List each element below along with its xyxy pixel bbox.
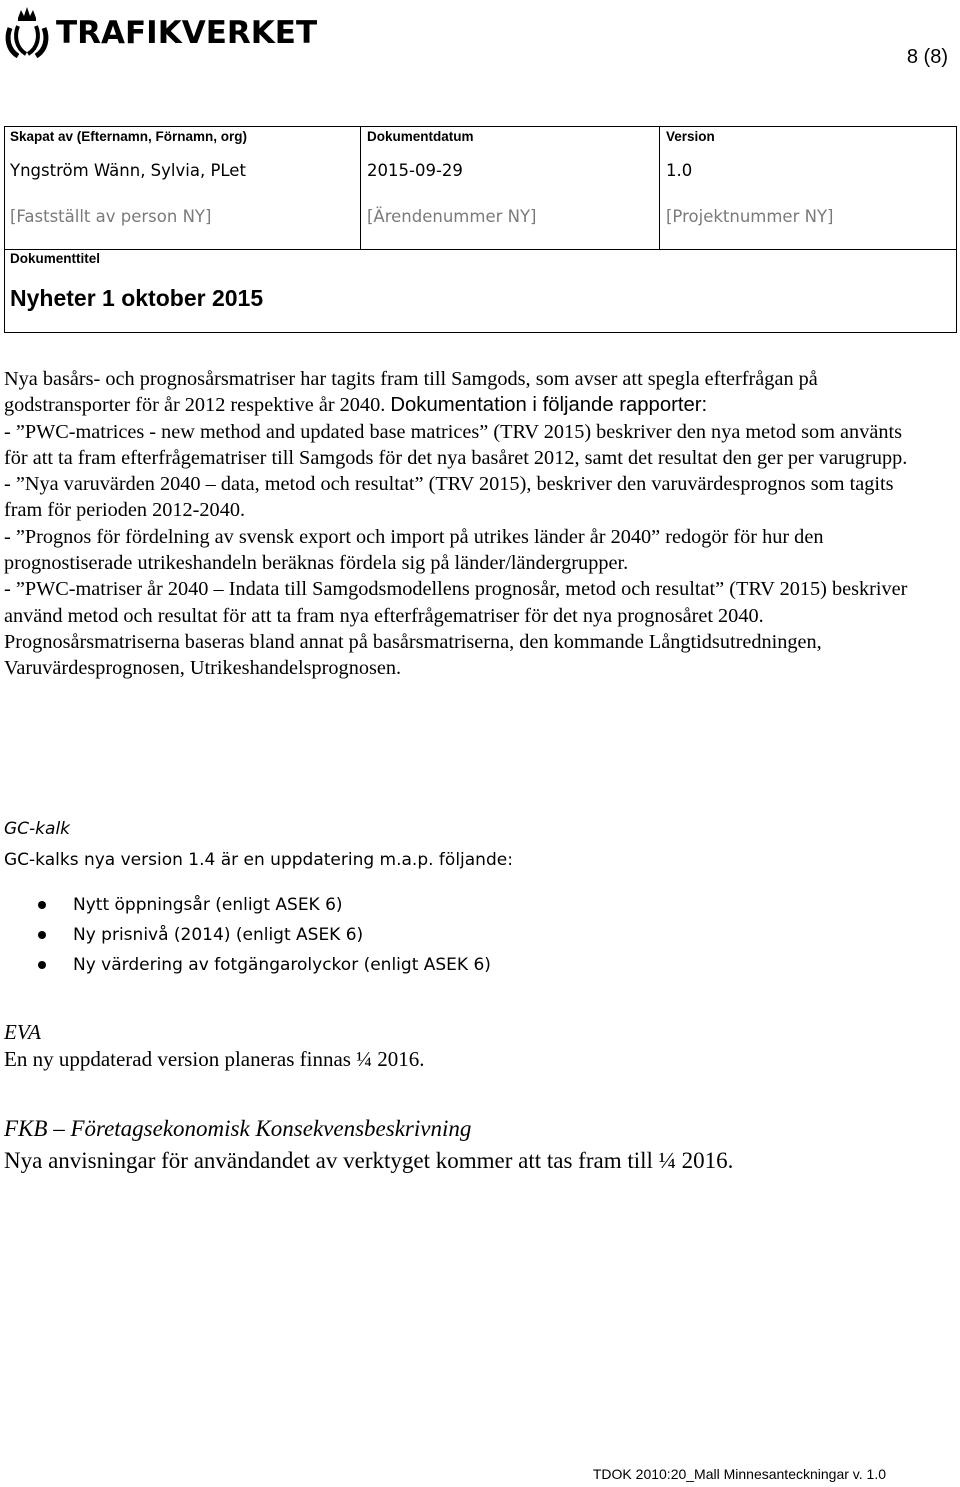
documentation-lead: Dokumentation i följande rapporter:: [390, 394, 708, 417]
page-number: 8 (8): [906, 46, 948, 68]
template-footer: TDOK 2010:20_Mall Minnesanteckningar v. 1.0: [592, 1466, 886, 1482]
list-item: [38, 950, 491, 980]
bullet-text: Ny prisnivå (2014) (enligt ASEK 6): [73, 925, 364, 945]
gc-kalk-intro: GC-kalks nya version 1.4 är en uppdatering m.a.p. följande:: [4, 850, 513, 870]
created-by-label: Skapat av (Efternamn, Förnamn, org): [10, 129, 248, 144]
crown-icon: [4, 4, 52, 62]
gc-kalk-bullet-list: [38, 890, 491, 980]
document-title-label: Dokumenttitel: [10, 251, 101, 266]
news-body: [4, 366, 919, 682]
eva-heading: EVA: [4, 1020, 41, 1044]
eva-text: En ny uppdaterad version planeras finnas ¼ 2016.: [4, 1047, 425, 1071]
project-number-placeholder: [Projektnummer NY]: [666, 207, 834, 226]
case-number-placeholder: [Ärendenummer NY]: [367, 207, 537, 226]
report-item: - ”PWC-matriser år 2040 – Indata till Samgodsmodellens prognosår, metod och resultat” (TRV 2015) beskriver använd metod och resultat för att ta fram nya efterfrågematriser för det nya prognosåret 2040. Prognosårsmatriserna baseras bland annat på basårsmatriserna, den kommande Långtidsutredningen, Varuvärdesprognosen, Utrikeshandelsprognosen.: [4, 578, 908, 680]
bullet-icon: [38, 961, 46, 969]
version-label: Version: [666, 129, 715, 144]
table-divider: [360, 127, 361, 249]
fkb-heading: FKB – Företagsekonomisk Konsekvensbeskrivning: [4, 1116, 472, 1141]
logo-wordmark: TRAFIKVERKET: [56, 15, 318, 51]
gc-kalk-heading: GC-kalk: [4, 819, 71, 839]
bullet-text: Nytt öppningsår (enligt ASEK 6): [73, 895, 343, 915]
list-item: [38, 920, 491, 950]
list-item: [38, 890, 491, 920]
report-item: - ”Prognos för fördelning av svensk export och import på utrikes länder år 2040” redogör för hur den prognostiserade utrikeshandeln beräknas fördela sig på länder/ländergrupper.: [4, 525, 824, 575]
fkb-text: Nya anvisningar för användandet av verktyget kommer att tas fram till ¼ 2016.: [4, 1148, 734, 1173]
created-by-value: Yngström Wänn, Sylvia, PLet: [10, 161, 246, 180]
paragraph-intro: [4, 366, 919, 419]
bullet-icon: [38, 931, 46, 939]
document-date-label: Dokumentdatum: [367, 129, 474, 144]
report-item: - ”Nya varuvärden 2040 – data, metod och resultat” (TRV 2015), beskriver den varuvärdesprognos som tagits fram för perioden 2012-2040.: [4, 473, 894, 522]
report-item: - ”PWC-matrices - new method and updated base matrices” (TRV 2015) beskriver den nya metod som använts för att ta fram efterfrågematriser till Samgods för det nya basåret 2012, samt det resultat den ger per varugrupp.: [4, 420, 908, 469]
document-title: Nyheter 1 oktober 2015: [10, 285, 264, 311]
bullet-text: Ny värdering av fotgängarolyckor (enligt ASEK 6): [73, 955, 491, 975]
approved-by-placeholder: [Fastställt av person NY]: [10, 207, 212, 226]
document-info-table: [4, 126, 957, 333]
table-divider: [5, 249, 956, 250]
document-date-value: 2015-09-29: [367, 161, 463, 180]
table-divider: [659, 127, 660, 249]
version-value: 1.0: [666, 161, 693, 180]
bullet-icon: [38, 901, 46, 909]
intro-text: Nya basårs- och prognosårsmatriser har tagits fram till Samgods, som avser att spegla efterfrågan på godstransporter för år 2012 respektive år 2040.: [4, 368, 818, 417]
